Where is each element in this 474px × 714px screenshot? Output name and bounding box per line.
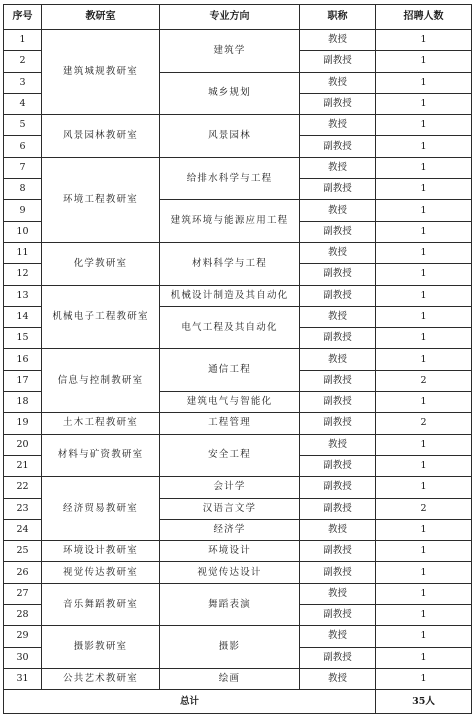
row-count: 1 <box>376 583 472 604</box>
table-row <box>4 349 472 370</box>
row-no: 10 <box>4 221 42 242</box>
row-title: 副教授 <box>300 328 376 349</box>
row-title: 教授 <box>300 349 376 370</box>
row-no: 9 <box>4 200 42 221</box>
row-count: 1 <box>376 647 472 668</box>
row-count: 1 <box>376 264 472 285</box>
row-title: 教授 <box>300 30 376 51</box>
row-title: 副教授 <box>300 413 376 434</box>
row-title: 教授 <box>300 306 376 327</box>
row-count: 1 <box>376 306 472 327</box>
row-count: 2 <box>376 413 472 434</box>
dept-cell: 音乐舞蹈教研室 <box>42 583 160 626</box>
row-count: 1 <box>376 541 472 562</box>
row-title: 副教授 <box>300 221 376 242</box>
row-count: 1 <box>376 157 472 178</box>
row-count: 1 <box>376 242 472 263</box>
row-count: 1 <box>376 519 472 540</box>
major-cell: 通信工程 <box>160 349 300 392</box>
row-title: 教授 <box>300 200 376 221</box>
row-title: 副教授 <box>300 647 376 668</box>
major-cell: 视觉传达设计 <box>160 562 300 583</box>
row-title: 副教授 <box>300 264 376 285</box>
row-count: 1 <box>376 72 472 93</box>
major-cell: 给排水科学与工程 <box>160 157 300 200</box>
row-no: 5 <box>4 115 42 136</box>
row-count: 1 <box>376 626 472 647</box>
row-no: 3 <box>4 72 42 93</box>
row-no: 18 <box>4 392 42 413</box>
row-no: 29 <box>4 626 42 647</box>
row-no: 15 <box>4 328 42 349</box>
row-title: 副教授 <box>300 498 376 519</box>
row-title: 副教授 <box>300 605 376 626</box>
major-cell: 工程管理 <box>160 413 300 434</box>
dept-cell: 摄影教研室 <box>42 626 160 669</box>
row-title: 副教授 <box>300 370 376 391</box>
table-row <box>4 626 472 647</box>
row-no: 14 <box>4 306 42 327</box>
table-row <box>4 30 472 51</box>
recruitment-table <box>3 4 472 714</box>
row-no: 6 <box>4 136 42 157</box>
dept-cell: 公共艺术教研室 <box>42 668 160 689</box>
dept-cell: 机械电子工程教研室 <box>42 285 160 349</box>
major-cell: 环境设计 <box>160 541 300 562</box>
table-row <box>4 157 472 178</box>
major-cell: 经济学 <box>160 519 300 540</box>
table-row <box>4 583 472 604</box>
row-title: 副教授 <box>300 477 376 498</box>
row-count: 1 <box>376 349 472 370</box>
row-count: 2 <box>376 498 472 519</box>
row-count: 1 <box>376 30 472 51</box>
row-count: 1 <box>376 455 472 476</box>
row-no: 21 <box>4 455 42 476</box>
row-count: 1 <box>376 179 472 200</box>
row-no: 27 <box>4 583 42 604</box>
dept-cell: 风景园林教研室 <box>42 115 160 158</box>
row-title: 教授 <box>300 72 376 93</box>
row-count: 1 <box>376 221 472 242</box>
header-major: 专业方向 <box>160 5 300 30</box>
row-no: 19 <box>4 413 42 434</box>
header-count: 招聘人数 <box>376 5 472 30</box>
row-title: 副教授 <box>300 136 376 157</box>
row-no: 12 <box>4 264 42 285</box>
row-count: 1 <box>376 136 472 157</box>
major-cell: 建筑学 <box>160 30 300 73</box>
table-row <box>4 115 472 136</box>
row-title: 教授 <box>300 626 376 647</box>
dept-cell: 土木工程教研室 <box>42 413 160 434</box>
major-cell: 绘画 <box>160 668 300 689</box>
major-cell: 摄影 <box>160 626 300 669</box>
row-title: 副教授 <box>300 93 376 114</box>
row-count: 1 <box>376 605 472 626</box>
row-title: 副教授 <box>300 541 376 562</box>
row-no: 22 <box>4 477 42 498</box>
row-title: 副教授 <box>300 179 376 200</box>
row-title: 教授 <box>300 583 376 604</box>
row-no: 26 <box>4 562 42 583</box>
total-label: 总计 <box>4 690 376 714</box>
dept-cell: 化学教研室 <box>42 242 160 285</box>
total-value: 35人 <box>376 690 472 714</box>
table-header-row <box>4 5 472 30</box>
row-no: 7 <box>4 157 42 178</box>
row-title: 副教授 <box>300 562 376 583</box>
table-row <box>4 668 472 689</box>
row-count: 1 <box>376 562 472 583</box>
row-count: 1 <box>376 93 472 114</box>
table-row <box>4 242 472 263</box>
header-dept: 教研室 <box>42 5 160 30</box>
row-no: 8 <box>4 179 42 200</box>
row-no: 24 <box>4 519 42 540</box>
row-count: 1 <box>376 668 472 689</box>
table-row <box>4 413 472 434</box>
row-no: 2 <box>4 51 42 72</box>
row-title: 教授 <box>300 434 376 455</box>
row-count: 1 <box>376 285 472 306</box>
row-no: 28 <box>4 605 42 626</box>
table-row <box>4 285 472 306</box>
row-title: 教授 <box>300 668 376 689</box>
dept-cell: 环境设计教研室 <box>42 541 160 562</box>
major-cell: 舞蹈表演 <box>160 583 300 626</box>
row-no: 4 <box>4 93 42 114</box>
major-cell: 材料科学与工程 <box>160 242 300 285</box>
table-row <box>4 541 472 562</box>
row-count: 1 <box>376 328 472 349</box>
row-no: 31 <box>4 668 42 689</box>
row-title: 教授 <box>300 115 376 136</box>
total-row <box>4 690 472 714</box>
row-count: 1 <box>376 51 472 72</box>
row-no: 13 <box>4 285 42 306</box>
row-title: 副教授 <box>300 455 376 476</box>
major-cell: 会计学 <box>160 477 300 498</box>
row-count: 1 <box>376 477 472 498</box>
row-no: 16 <box>4 349 42 370</box>
major-cell: 建筑电气与智能化 <box>160 392 300 413</box>
dept-cell: 环境工程教研室 <box>42 157 160 242</box>
row-no: 1 <box>4 30 42 51</box>
major-cell: 风景园林 <box>160 115 300 158</box>
major-cell: 电气工程及其自动化 <box>160 306 300 349</box>
row-no: 17 <box>4 370 42 391</box>
table-row <box>4 434 472 455</box>
table-row <box>4 562 472 583</box>
dept-cell: 视觉传达教研室 <box>42 562 160 583</box>
row-no: 23 <box>4 498 42 519</box>
major-cell: 建筑环境与能源应用工程 <box>160 200 300 243</box>
header-title: 职称 <box>300 5 376 30</box>
row-count: 1 <box>376 434 472 455</box>
dept-cell: 经济贸易教研室 <box>42 477 160 541</box>
row-title: 副教授 <box>300 392 376 413</box>
dept-cell: 材料与矿资教研室 <box>42 434 160 477</box>
major-cell: 机械设计制造及其自动化 <box>160 285 300 306</box>
major-cell: 城乡规划 <box>160 72 300 115</box>
row-no: 30 <box>4 647 42 668</box>
header-no: 序号 <box>4 5 42 30</box>
major-cell: 安全工程 <box>160 434 300 477</box>
row-count: 1 <box>376 392 472 413</box>
row-no: 11 <box>4 242 42 263</box>
row-count: 2 <box>376 370 472 391</box>
row-title: 教授 <box>300 519 376 540</box>
row-no: 25 <box>4 541 42 562</box>
row-title: 教授 <box>300 242 376 263</box>
row-count: 1 <box>376 115 472 136</box>
dept-cell: 信息与控制教研室 <box>42 349 160 413</box>
row-title: 教授 <box>300 157 376 178</box>
row-title: 副教授 <box>300 285 376 306</box>
row-no: 20 <box>4 434 42 455</box>
major-cell: 汉语言文学 <box>160 498 300 519</box>
table-row <box>4 477 472 498</box>
row-count: 1 <box>376 200 472 221</box>
dept-cell: 建筑城规教研室 <box>42 30 160 115</box>
row-title: 副教授 <box>300 51 376 72</box>
